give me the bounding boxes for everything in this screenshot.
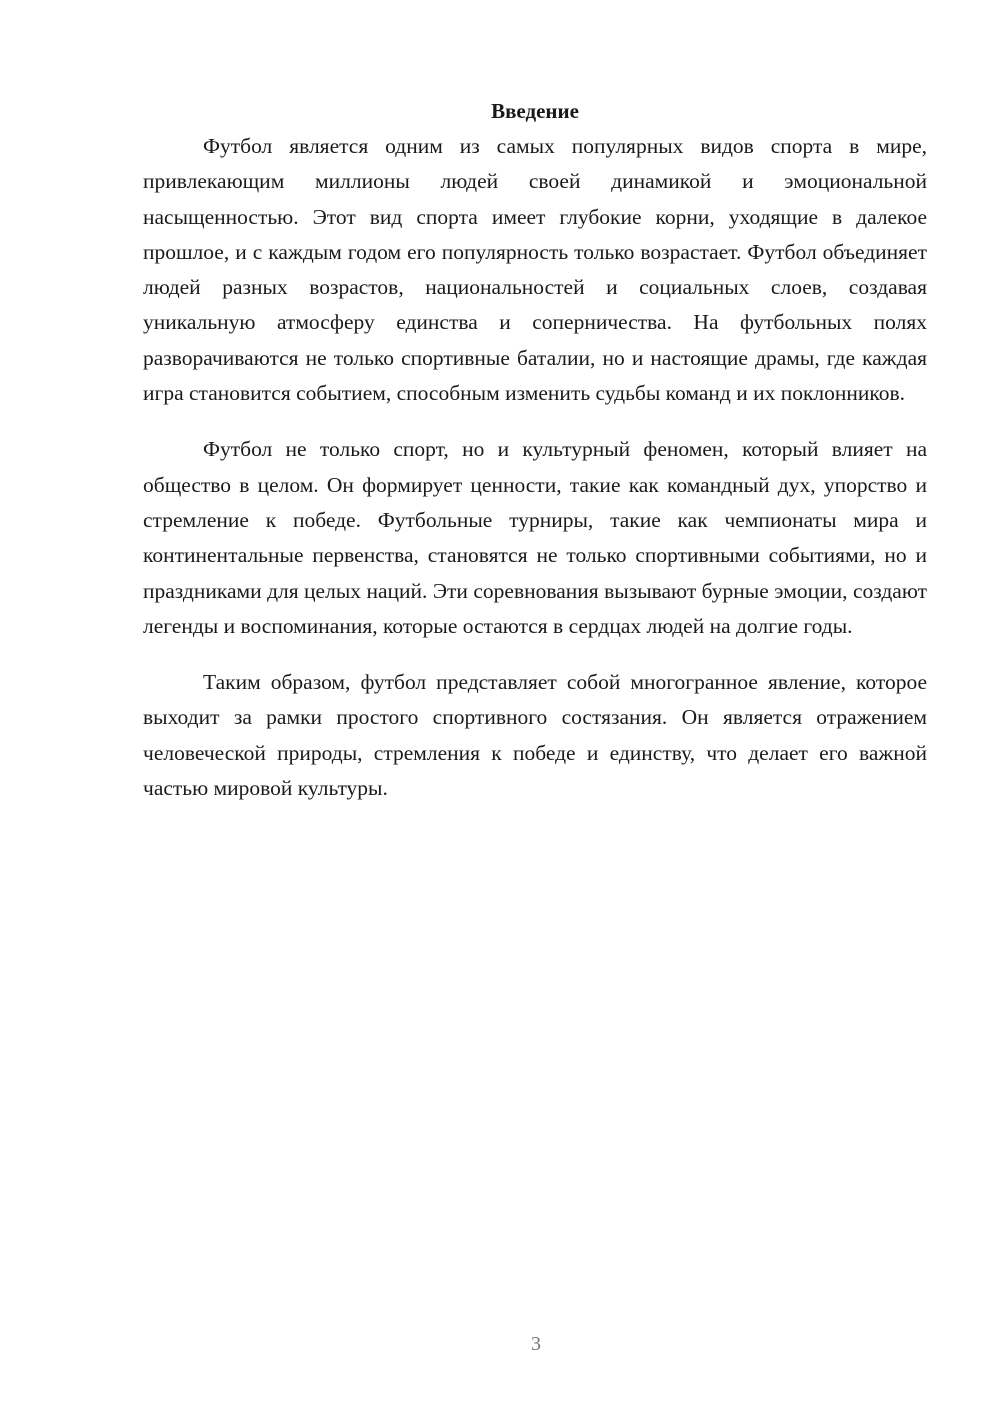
paragraph-3: Таким образом, футбол представляет собой многогранное явление, которое выходит за рамки простого спортивного состязания. Он является отражением человеческой природы, стремления к победе и единству, что делает его важной частью мировой культуры. (143, 670, 927, 801)
page-content (143, 96, 927, 827)
page-number: 3 (531, 1333, 541, 1355)
paragraph-2: Футбол не только спорт, но и культурный феномен, который влияет на общество в целом. Он формирует ценности, такие как командный дух, упорство и стремление к победе. Футбольные турниры, такие как чемпионаты мира и континентальные первенства, становятся не только спортивными событиями, но и праздниками для целых наций. Эти соревнования вызывают бурные эмоции, создают легенды и воспоминания, которые остаются в сердцах людей на долгие годы. (143, 437, 927, 638)
section-heading: Введение (491, 99, 579, 123)
paragraph-1: Футбол является одним из самых популярных видов спорта в мире, привлекающим миллионы людей своей динамикой и эмоциональной насыщенностью. Этот вид спорта имеет глубокие корни, уходящие в далекое прошлое, и с каждым годом его популярность только возрастает. Футбол объединяет людей разных возрастов, национальностей и социальных слоев, создавая уникальную атмосферу единства и соперничества. На футбольных полях разворачиваются не только спортивные баталии, но и настоящие драмы, где каждая игра становится событием, способным изменить судьбы команд и их поклонников. (143, 134, 927, 406)
